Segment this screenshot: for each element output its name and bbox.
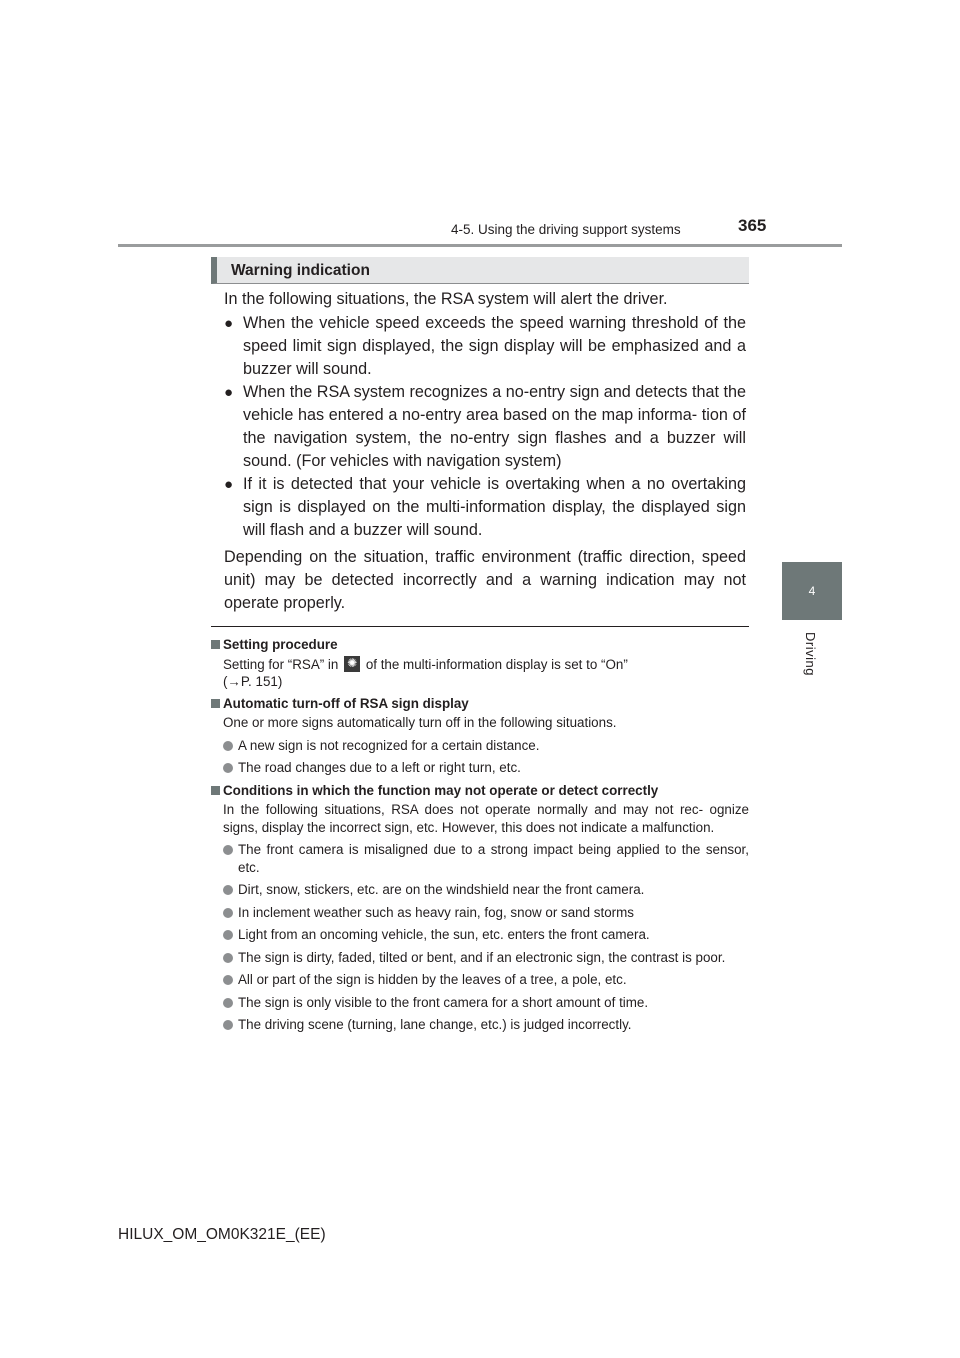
chapter-tab-label: Driving — [803, 632, 818, 676]
note-bullet: In inclement weather such as heavy rain, fog, snow or sand storms — [211, 904, 749, 922]
bullet-dot-icon — [223, 1020, 233, 1030]
bullet-dot-icon — [223, 975, 233, 985]
note-title-setting: Setting procedure — [211, 636, 749, 654]
note-bullet: A new sign is not recognized for a certain distance. — [211, 737, 749, 755]
warning-bullet: ● When the vehicle speed exceeds the speed warning threshold of the speed limit sign displayed, the sign display will be emphasized and a buzzer will sound. — [224, 314, 746, 378]
note-bullet: The driving scene (turning, lane change, etc.) is judged incorrectly. — [211, 1016, 749, 1034]
note-body-conditions: In the following situations, RSA does not operate normally and may not rec- ognize signs, display the incorrect sign, etc. However, this does not indicate a malfunction. — [223, 802, 749, 835]
note-bullet: All or part of the sign is hidden by the leaves of a tree, a pole, etc. — [211, 971, 749, 989]
note-bullet: The sign is dirty, faded, tilted or bent, and if an electronic sign, the contrast is poor. — [211, 949, 749, 967]
note-title-conditions: Conditions in which the function may not operate or detect correctly — [211, 782, 749, 800]
square-bullet-icon — [211, 786, 220, 795]
warning-content — [224, 288, 746, 615]
page-number: 365 — [738, 216, 767, 235]
section-title: 4-5. Using the driving support systems — [451, 222, 681, 237]
warning-intro: In the following situations, the RSA system will alert the driver. — [224, 290, 668, 308]
document-code: HILUX_OM_OM0K321E_(EE) — [118, 1226, 326, 1243]
bullet-dot-icon — [223, 885, 233, 895]
warning-bullet: ● When the RSA system recognizes a no-entry sign and detects that the vehicle has entered a no-entry area based on the map informa- tion of the navigation system, the no-entry sign flashes and a buzzer will sound. (For vehicles with navigation system) — [224, 383, 746, 470]
bullet-dot-icon: ● — [224, 476, 234, 493]
bullet-dot-icon — [223, 953, 233, 963]
note-bullet: The sign is only visible to the front camera for a short amount of time. — [211, 994, 749, 1012]
bullet-dot-icon — [223, 908, 233, 918]
bullet-dot-icon — [223, 998, 233, 1008]
bullet-dot-icon — [223, 741, 233, 751]
settings-gear-icon — [344, 656, 360, 672]
note-bullet: Dirt, snow, stickers, etc. are on the windshield near the front camera. — [211, 881, 749, 899]
bullet-dot-icon — [223, 930, 233, 940]
header-rule — [118, 244, 842, 247]
square-bullet-icon — [211, 699, 220, 708]
page-reference: (→P. 151) — [223, 674, 283, 689]
bullet-dot-icon — [223, 845, 233, 855]
bullet-dot-icon — [223, 763, 233, 773]
note-body-setting: Setting for “RSA” in ✺ of the multi-information display is set to “On” (→P. 151) — [211, 656, 749, 691]
note-bullet: Light from an oncoming vehicle, the sun, etc. enters the front camera. — [211, 926, 749, 944]
warning-heading-bar — [211, 257, 749, 284]
square-bullet-icon — [211, 640, 220, 649]
notes-section — [211, 634, 749, 1034]
warning-closing: Depending on the situation, traffic environment (traffic direction, speed unit) may be detected incorrectly and a warning indication may not operate properly. — [224, 548, 746, 612]
note-bullet: The front camera is misaligned due to a strong impact being applied to the sensor, etc. — [211, 841, 749, 876]
warning-bullet: ● If it is detected that your vehicle is overtaking when a no overtaking sign is displayed on the multi-information display, the displayed sign will flash and a buzzer will sound. — [224, 475, 746, 539]
note-body-auto-off: One or more signs automatically turn off in the following situations. — [223, 715, 617, 730]
warning-heading: Warning indication — [231, 262, 370, 279]
bullet-dot-icon: ● — [224, 384, 234, 401]
note-bullet: The road changes due to a left or right turn, etc. — [211, 759, 749, 777]
section-divider — [211, 626, 749, 627]
bullet-dot-icon: ● — [224, 315, 234, 332]
note-title-auto-off: Automatic turn-off of RSA sign display — [211, 695, 749, 713]
chapter-tab-number: 4 — [808, 584, 816, 598]
